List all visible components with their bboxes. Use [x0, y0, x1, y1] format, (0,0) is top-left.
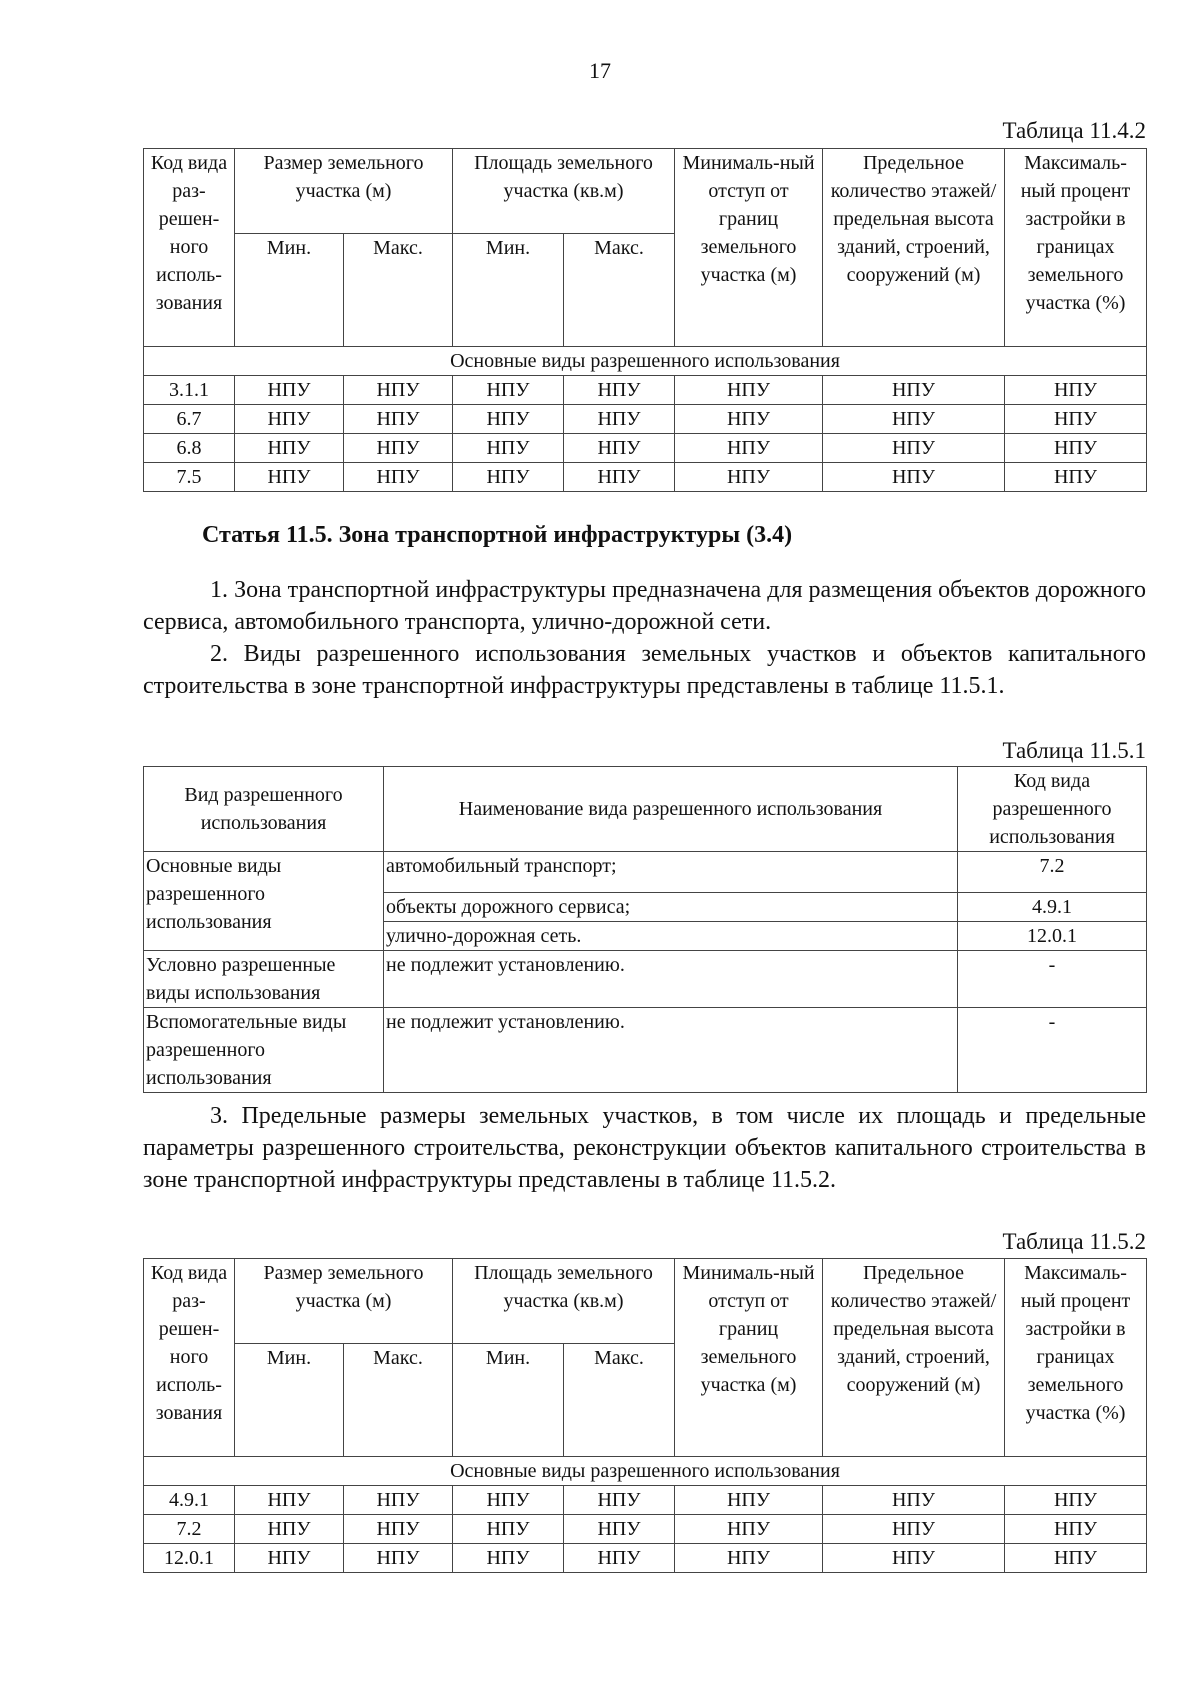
group-conditional-label: Условно разрешенные виды использования [144, 951, 384, 1008]
table-caption-11-4-2: Таблица 11.4.2 [1002, 118, 1146, 143]
cell-value: НПУ [235, 376, 344, 405]
header-setback: Минималь-ный отступ от границ земельного участка (м) [675, 149, 823, 347]
cell-value: НПУ [823, 463, 1005, 492]
cell-value: НПУ [453, 376, 564, 405]
item-code: - [958, 1008, 1147, 1093]
cell-code: 6.7 [144, 405, 235, 434]
article-heading: Статья 11.5. Зона транспортной инфраструктуры (3.4) [202, 522, 793, 548]
cell-value: НПУ [675, 376, 823, 405]
paragraph-2: 2. Виды разрешенного использования земельных участков и объектов капитального строительства в зоне транспортной инфраструктуры представлены в таблице 11.5.1. [143, 641, 1146, 699]
table-row [144, 463, 1147, 492]
table-row [144, 1008, 1147, 1093]
item-code: - [958, 951, 1147, 1008]
cell-value: НПУ [344, 376, 453, 405]
cell-value: НПУ [1005, 1544, 1147, 1573]
cell-value: НПУ [1005, 405, 1147, 434]
item-code: 12.0.1 [958, 922, 1147, 951]
item-code: 7.2 [958, 852, 1147, 893]
table-row [144, 1515, 1147, 1544]
header-area-min: Мин. [453, 1344, 564, 1457]
cell-value: НПУ [344, 434, 453, 463]
item-name: автомобильный транспорт; [384, 852, 958, 893]
cell-code: 4.9.1 [144, 1486, 235, 1515]
cell-value: НПУ [344, 405, 453, 434]
cell-code: 6.8 [144, 434, 235, 463]
table-row [144, 852, 1147, 893]
section-row: Основные виды разрешенного использования [144, 1457, 1147, 1486]
section-row: Основные виды разрешенного использования [144, 347, 1147, 376]
cell-value: НПУ [344, 1515, 453, 1544]
header-name: Наименование вида разрешенного использования [384, 767, 958, 852]
cell-value: НПУ [564, 1544, 675, 1573]
cell-value: НПУ [675, 463, 823, 492]
cell-value: НПУ [1005, 1515, 1147, 1544]
table-row [144, 434, 1147, 463]
group-main-label: Основные виды разрешенного использования [144, 852, 384, 951]
page-number: 17 [589, 58, 611, 83]
header-code: Код вида раз-решен-ного исполь-зования [144, 149, 235, 347]
cell-value: НПУ [564, 1515, 675, 1544]
table-row [144, 1544, 1147, 1573]
cell-value: НПУ [344, 1544, 453, 1573]
cell-value: НПУ [1005, 376, 1147, 405]
cell-value: НПУ [453, 434, 564, 463]
table-caption-11-5-2: Таблица 11.5.2 [1002, 1229, 1146, 1254]
cell-value: НПУ [235, 1486, 344, 1515]
cell-value: НПУ [235, 405, 344, 434]
cell-value: НПУ [1005, 463, 1147, 492]
header-area: Площадь земельного участка (кв.м) [453, 1259, 675, 1344]
header-size-max: Макс. [344, 1344, 453, 1457]
header-floors: Предельное количество этажей/ предельная высота зданий, строений, сооружений (м) [823, 1259, 1005, 1457]
header-size-max: Макс. [344, 234, 453, 347]
cell-value: НПУ [453, 1515, 564, 1544]
header-size-min: Мин. [235, 1344, 344, 1457]
paragraph-3: 3. Предельные размеры земельных участков, в том числе их площадь и предельные параметры разрешенного строительства, реконструкции объектов капитального строительства в зоне транспортной инфраструктуры представлены в таблице 11.5.2. [143, 1103, 1146, 1193]
header-area: Площадь земельного участка (кв.м) [453, 149, 675, 234]
cell-value: НПУ [564, 376, 675, 405]
cell-value: НПУ [823, 405, 1005, 434]
item-name: объекты дорожного сервиса; [384, 893, 958, 922]
table-11-5-2 [143, 1258, 1147, 1573]
cell-value: НПУ [564, 463, 675, 492]
table-row [144, 951, 1147, 1008]
cell-value: НПУ [823, 376, 1005, 405]
header-setback: Минималь-ный отступ от границ земельного участка (м) [675, 1259, 823, 1457]
item-name: улично-дорожная сеть. [384, 922, 958, 951]
header-area-max: Макс. [564, 234, 675, 347]
header-code: Код вида раз-решен-ного исполь-зования [144, 1259, 235, 1457]
cell-value: НПУ [235, 1544, 344, 1573]
cell-code: 7.2 [144, 1515, 235, 1544]
cell-value: НПУ [823, 434, 1005, 463]
table-11-5-1 [143, 766, 1147, 1093]
cell-value: НПУ [564, 1486, 675, 1515]
table-row [144, 1486, 1147, 1515]
cell-value: НПУ [675, 434, 823, 463]
cell-value: НПУ [344, 463, 453, 492]
table-caption-11-5-1: Таблица 11.5.1 [1002, 738, 1146, 763]
group-auxiliary-label: Вспомогательные виды разрешенного использования [144, 1008, 384, 1093]
cell-value: НПУ [675, 1486, 823, 1515]
header-percent: Максималь-ный процент застройки в границах земельного участка (%) [1005, 1259, 1147, 1457]
cell-value: НПУ [453, 463, 564, 492]
cell-value: НПУ [235, 463, 344, 492]
cell-value: НПУ [675, 1515, 823, 1544]
header-area-min: Мин. [453, 234, 564, 347]
item-code: 4.9.1 [958, 893, 1147, 922]
table-row [144, 405, 1147, 434]
paragraph-1: 1. Зона транспортной инфраструктуры предназначена для размещения объектов дорожного сервиса, автомобильного транспорта, улично-дорожной сети. [143, 577, 1146, 635]
header-type: Вид разрешенного использования [144, 767, 384, 852]
table-row [144, 376, 1147, 405]
table-11-4-2 [143, 148, 1147, 492]
cell-value: НПУ [235, 1515, 344, 1544]
cell-value: НПУ [1005, 1486, 1147, 1515]
header-percent: Максималь-ный процент застройки в границах земельного участка (%) [1005, 149, 1147, 347]
cell-value: НПУ [453, 1544, 564, 1573]
header-size-min: Мин. [235, 234, 344, 347]
header-code: Код вида разрешенного использования [958, 767, 1147, 852]
header-size: Размер земельного участка (м) [235, 1259, 453, 1344]
cell-code: 12.0.1 [144, 1544, 235, 1573]
header-floors: Предельное количество этажей/ предельная высота зданий, строений, сооружений (м) [823, 149, 1005, 347]
cell-value: НПУ [235, 434, 344, 463]
cell-value: НПУ [344, 1486, 453, 1515]
item-name: не подлежит установлению. [384, 1008, 958, 1093]
cell-value: НПУ [675, 1544, 823, 1573]
cell-value: НПУ [1005, 434, 1147, 463]
header-size: Размер земельного участка (м) [235, 149, 453, 234]
header-area-max: Макс. [564, 1344, 675, 1457]
cell-value: НПУ [453, 1486, 564, 1515]
cell-code: 7.5 [144, 463, 235, 492]
cell-value: НПУ [564, 434, 675, 463]
cell-value: НПУ [823, 1515, 1005, 1544]
cell-value: НПУ [675, 405, 823, 434]
cell-value: НПУ [564, 405, 675, 434]
cell-value: НПУ [823, 1486, 1005, 1515]
item-name: не подлежит установлению. [384, 951, 958, 1008]
cell-code: 3.1.1 [144, 376, 235, 405]
cell-value: НПУ [823, 1544, 1005, 1573]
cell-value: НПУ [453, 405, 564, 434]
